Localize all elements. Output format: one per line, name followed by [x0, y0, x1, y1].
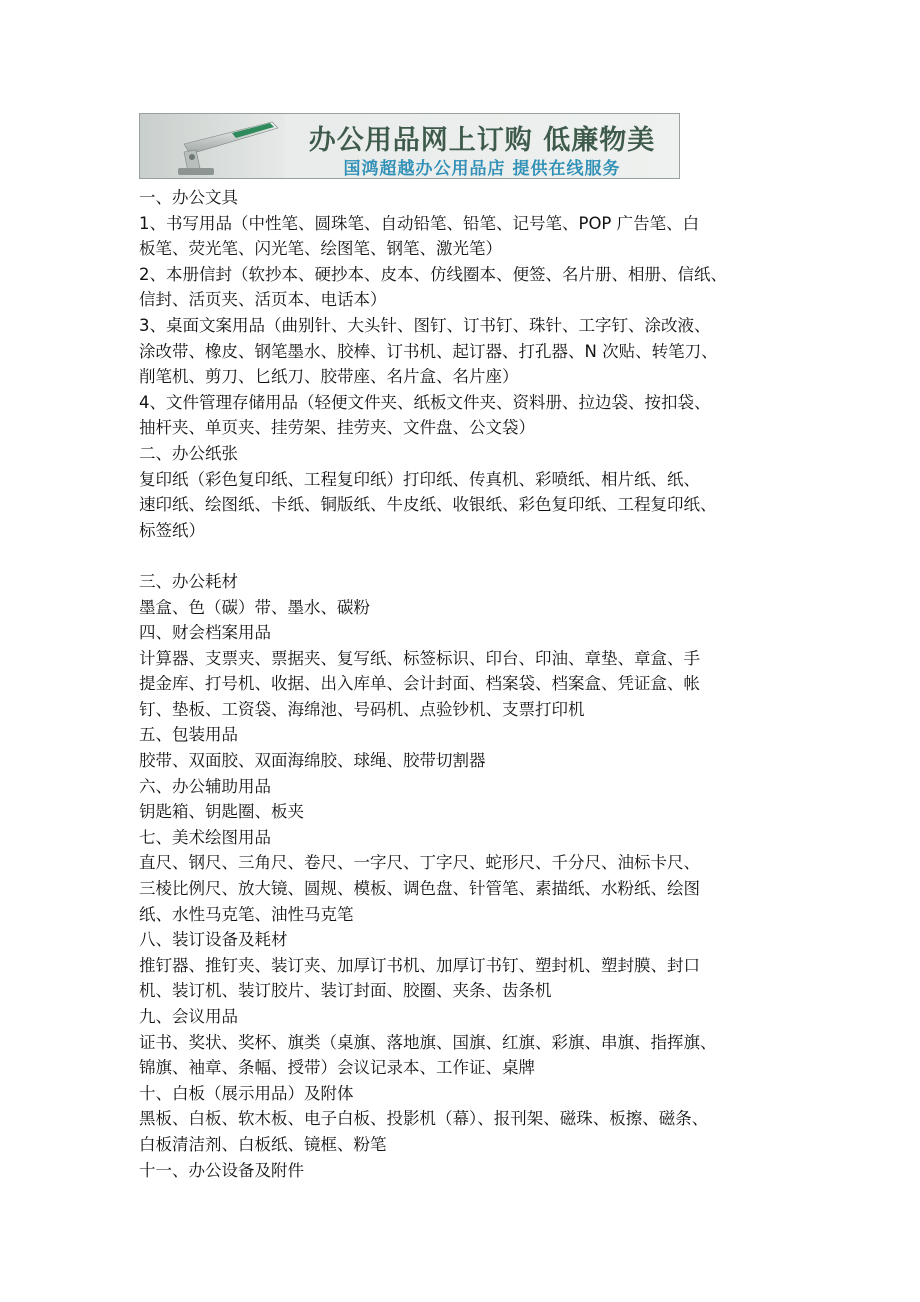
- text-line: 4、文件管理存储用品（轻便文件夹、纸板文件夹、资料册、拉边袋、按扣袋、: [139, 392, 711, 412]
- banner-title: 办公用品网上订购 低廉物美: [308, 125, 656, 156]
- section-heading: 九、会议用品: [139, 1007, 238, 1026]
- text-line: 胶带、双面胶、双面海绵胶、球绳、胶带切割器: [139, 751, 486, 771]
- text-line: 1、书写用品（中性笔、圆珠笔、自动铅笔、铅笔、记号笔、POP 广告笔、白: [139, 213, 700, 233]
- text-line: 板笔、荧光笔、闪光笔、绘图笔、钢笔、激光笔）: [139, 239, 502, 259]
- text-line: 削笔机、剪刀、匕纸刀、胶带座、名片盒、名片座）: [139, 367, 519, 387]
- section-heading: 二、办公纸张: [139, 443, 238, 463]
- text-line: 钉、垫板、工资袋、海绵池、号码机、点验钞机、支票打印机: [139, 699, 585, 719]
- text-line: 机、装订机、装订胶片、装订封面、胶圈、夹条、齿条机: [139, 981, 552, 1001]
- text-line: 纸、水性马克笔、油性马克笔: [139, 904, 354, 924]
- text-line: 标签纸）: [139, 520, 205, 540]
- text-line: 直尺、钢尺、三角尺、卷尺、一字尺、丁字尺、蛇形尺、千分尺、油标卡尺、: [139, 853, 700, 873]
- text-line: 计算器、支票夹、票据夹、复写纸、标签标识、印台、印油、章垫、章盒、手: [139, 648, 700, 668]
- text-line: 黑板、白板、软木板、电子白板、投影机（幕）、报刊架、磁珠、板擦、磁条、: [139, 1109, 709, 1129]
- banner-subtitle: 国鸿超越办公用品店 提供在线服务: [343, 159, 621, 179]
- text-line: 证书、奖状、奖杯、旗类（桌旗、落地旗、国旗、红旗、彩旗、串旗、指挥旗、: [139, 1032, 717, 1052]
- text-line: 抽杆夹、单页夹、挂劳架、挂劳夹、文件盘、公文袋）: [139, 418, 535, 438]
- stapler-image: [140, 114, 285, 179]
- section-heading: 七、美术绘图用品: [139, 827, 271, 847]
- section-heading: 四、财会档案用品: [139, 623, 271, 643]
- text-line: 涂改带、橡皮、钢笔墨水、胶棒、订书机、起订器、打孔器、N 次贴、转笔刀、: [139, 341, 718, 361]
- section-heading: 八、装订设备及耗材: [139, 930, 288, 950]
- blank-line: [139, 543, 789, 569]
- section-heading: 十、白板（展示用品）及附体: [139, 1083, 354, 1103]
- text-line: 白板清洁剂、白板纸、镜框、粉笔: [139, 1134, 387, 1154]
- text-line: 提金库、打号机、收据、出入库单、会计封面、档案袋、档案盒、凭证盒、帐: [139, 674, 700, 694]
- section-heading: 五、包装用品: [139, 725, 238, 745]
- text-line: 墨盒、色（碳）带、墨水、碳粉: [139, 597, 370, 617]
- section-heading: 一、办公文具: [139, 188, 238, 207]
- text-line: 速印纸、绘图纸、卡纸、铜版纸、牛皮纸、收银纸、彩色复印纸、工程复印纸、: [139, 495, 717, 515]
- ad-banner[interactable]: [139, 113, 680, 179]
- section-heading: 十一、办公设备及附件: [139, 1160, 304, 1180]
- document-body: [139, 185, 789, 1183]
- text-line: 2、本册信封（软抄本、硬抄本、皮本、仿线圈本、便签、名片册、相册、信纸、: [139, 264, 727, 284]
- text-line: 复印纸（彩色复印纸、工程复印纸）打印纸、传真机、彩喷纸、相片纸、纸、: [139, 469, 700, 489]
- section-heading: 六、办公辅助用品: [139, 776, 271, 796]
- text-line: 信封、活页夹、活页本、电话本）: [139, 290, 387, 310]
- section-heading: 三、办公耗材: [139, 571, 238, 591]
- text-line: 锦旗、袖章、条幅、授带）会议记录本、工作证、桌牌: [139, 1058, 535, 1078]
- text-line: 三棱比例尺、放大镜、圆规、模板、调色盘、针管笔、素描纸、水粉纸、绘图: [139, 879, 700, 899]
- text-line: 钥匙箱、钥匙圈、板夹: [139, 802, 304, 822]
- text-line: 推钉器、推钉夹、装订夹、加厚订书机、加厚订书钉、塑封机、塑封膜、封口: [139, 955, 700, 975]
- text-line: 3、桌面文案用品（曲别针、大头针、图钉、订书钉、珠针、工字钉、涂改液、: [139, 315, 711, 335]
